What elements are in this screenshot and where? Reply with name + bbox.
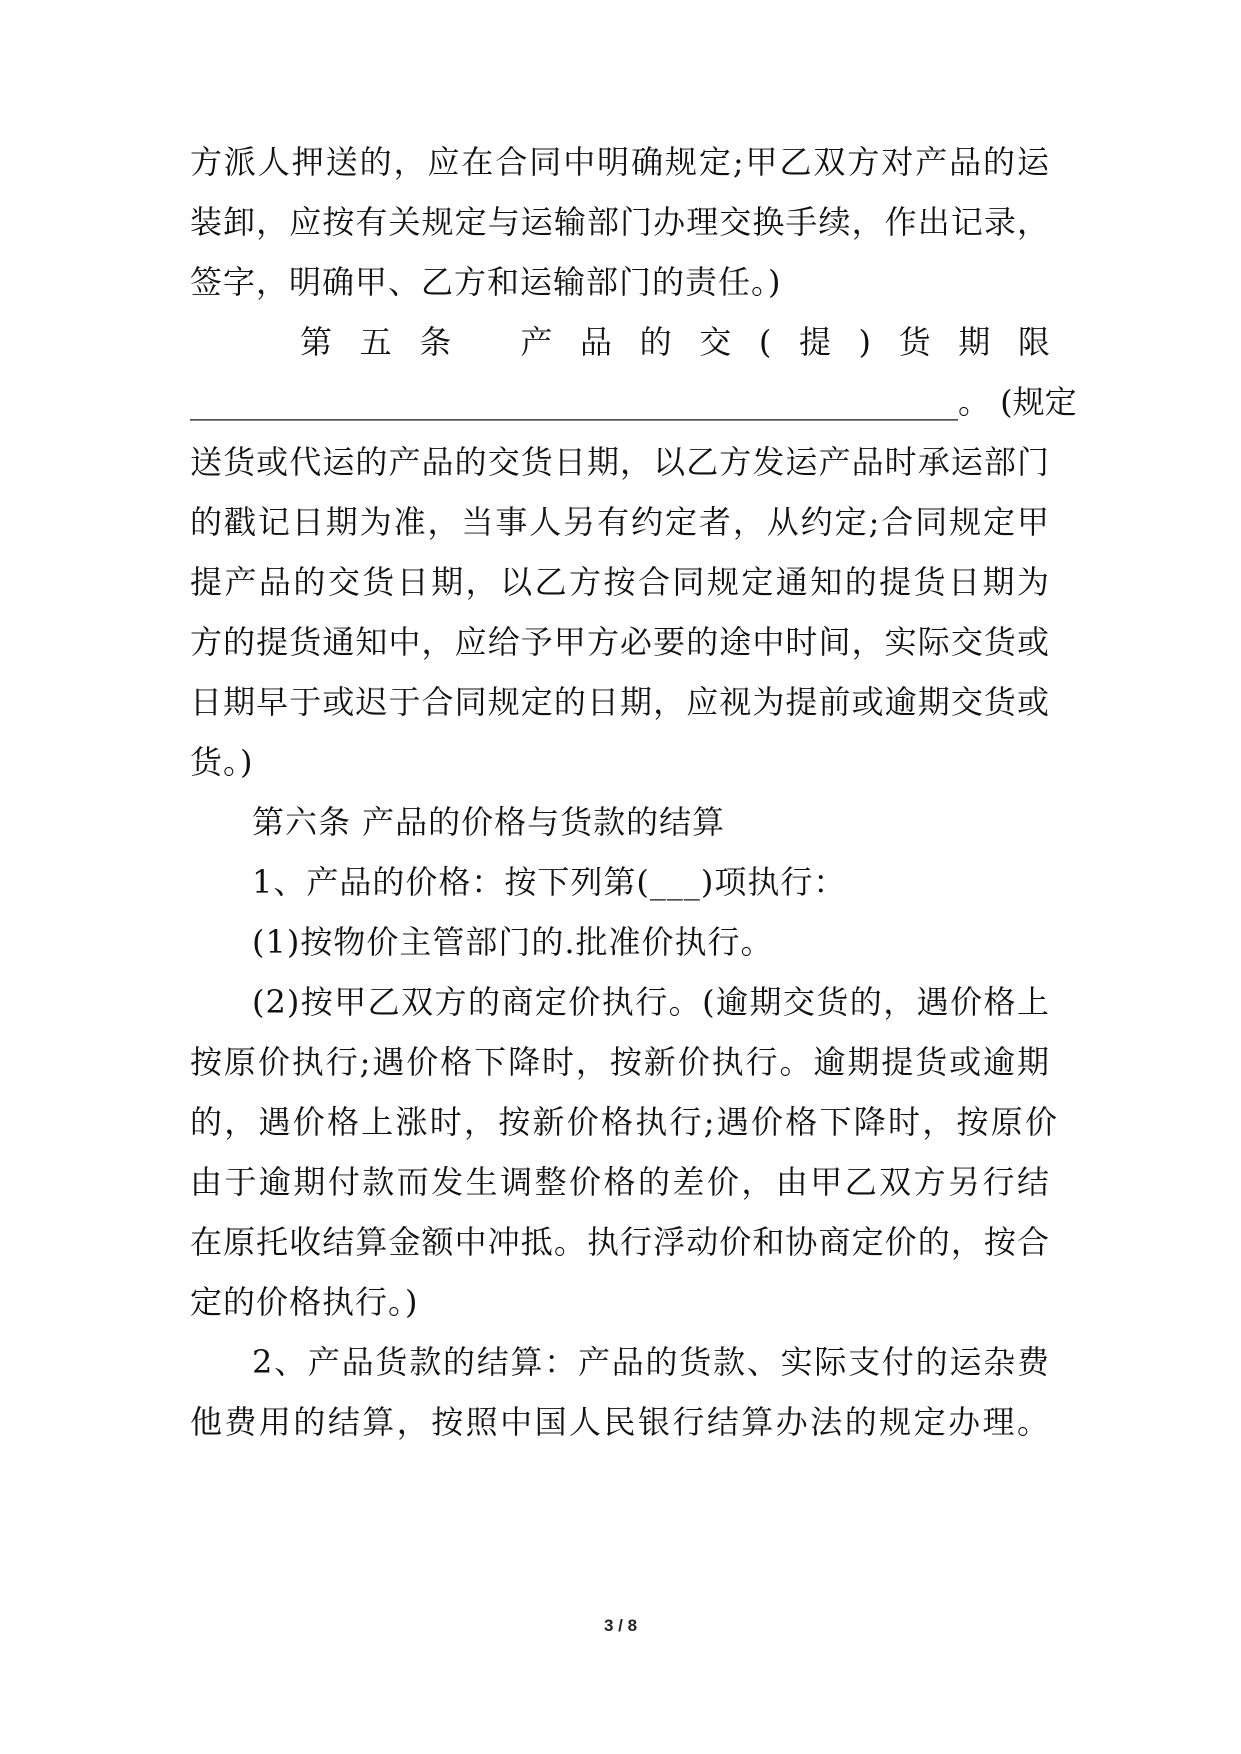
heading-char: ) bbox=[858, 323, 872, 361]
heading-char: 产 bbox=[520, 323, 553, 361]
text-line: 在原托收结算金额中冲抵。执行浮动价和协商定价的，按合 bbox=[190, 1223, 1050, 1261]
heading-char: 限 bbox=[1017, 323, 1050, 361]
heading-char: 第 bbox=[300, 323, 333, 361]
text-line: 由于逾期付款而发生调整价格的差价，由甲乙双方另行结 bbox=[190, 1163, 1050, 1201]
text-line: 他费用的结算，按照中国人民银行结算办法的规定办理。 bbox=[190, 1403, 1050, 1441]
heading-char: 提 bbox=[798, 323, 831, 361]
heading-char: 五 bbox=[359, 323, 392, 361]
heading-char: 货 bbox=[898, 323, 931, 361]
text-line: 签字，明确甲、乙方和运输部门的责任。) bbox=[190, 263, 782, 301]
price-option-2: (2)按甲乙双方的商定价执行。(逾期交货的，遇价格上 bbox=[252, 983, 1050, 1021]
text-line: 的，遇价格上涨时，按新价格执行;遇价格下降时，按原价 bbox=[190, 1103, 1058, 1141]
text-line: 货。) bbox=[190, 743, 254, 781]
text-line: 装卸，应按有关规定与运输部门办理交换手续，作出记录， bbox=[190, 203, 1050, 241]
heading-char: ( bbox=[758, 323, 772, 361]
heading-char: 交 bbox=[699, 323, 732, 361]
text-line: 的戳记日期为准，当事人另有约定者，从约定;合同规定甲 bbox=[190, 503, 1050, 541]
text-line: 定的价格执行。) bbox=[190, 1283, 419, 1321]
text-line: 提产品的交货日期，以乙方按合同规定通知的提货日期为 bbox=[190, 563, 1050, 601]
heading-char: 的 bbox=[639, 323, 672, 361]
text-line: 按原价执行;遇价格下降时，按新价执行。逾期提货或逾期 bbox=[190, 1043, 1050, 1081]
heading-char: 条 bbox=[419, 323, 452, 361]
article-6-heading: 第六条 产品的价格与货款的结算 bbox=[252, 803, 726, 841]
text-line: 方派人押送的，应在合同中明确规定;甲乙双方对产品的运 bbox=[190, 143, 1050, 181]
price-clause: 1、产品的价格：按下列第(___)项执行： bbox=[252, 863, 847, 901]
text-line: 日期早于或迟于合同规定的日期，应视为提前或逾期交货或 bbox=[190, 683, 1050, 721]
text-line: 方的提货通知中，应给予甲方必要的途中时间，实际交货或 bbox=[190, 623, 1050, 661]
page-number: 3 / 8 bbox=[603, 1616, 638, 1635]
price-option-1: (1)按物价主管部门的.批准价执行。 bbox=[252, 923, 774, 961]
heading-char: 期 bbox=[958, 323, 991, 361]
text-line: 送货或代运的产品的交货日期，以乙方发运产品时承运部门 bbox=[190, 443, 1050, 481]
heading-char: 品 bbox=[580, 323, 613, 361]
article-5-heading bbox=[300, 322, 1050, 362]
delivery-period-blank-line: ________________________________________________。 (规定 bbox=[190, 383, 1077, 421]
settlement-clause: 2、产品货款的结算：产品的货款、实际支付的运杂费 bbox=[252, 1343, 1050, 1381]
